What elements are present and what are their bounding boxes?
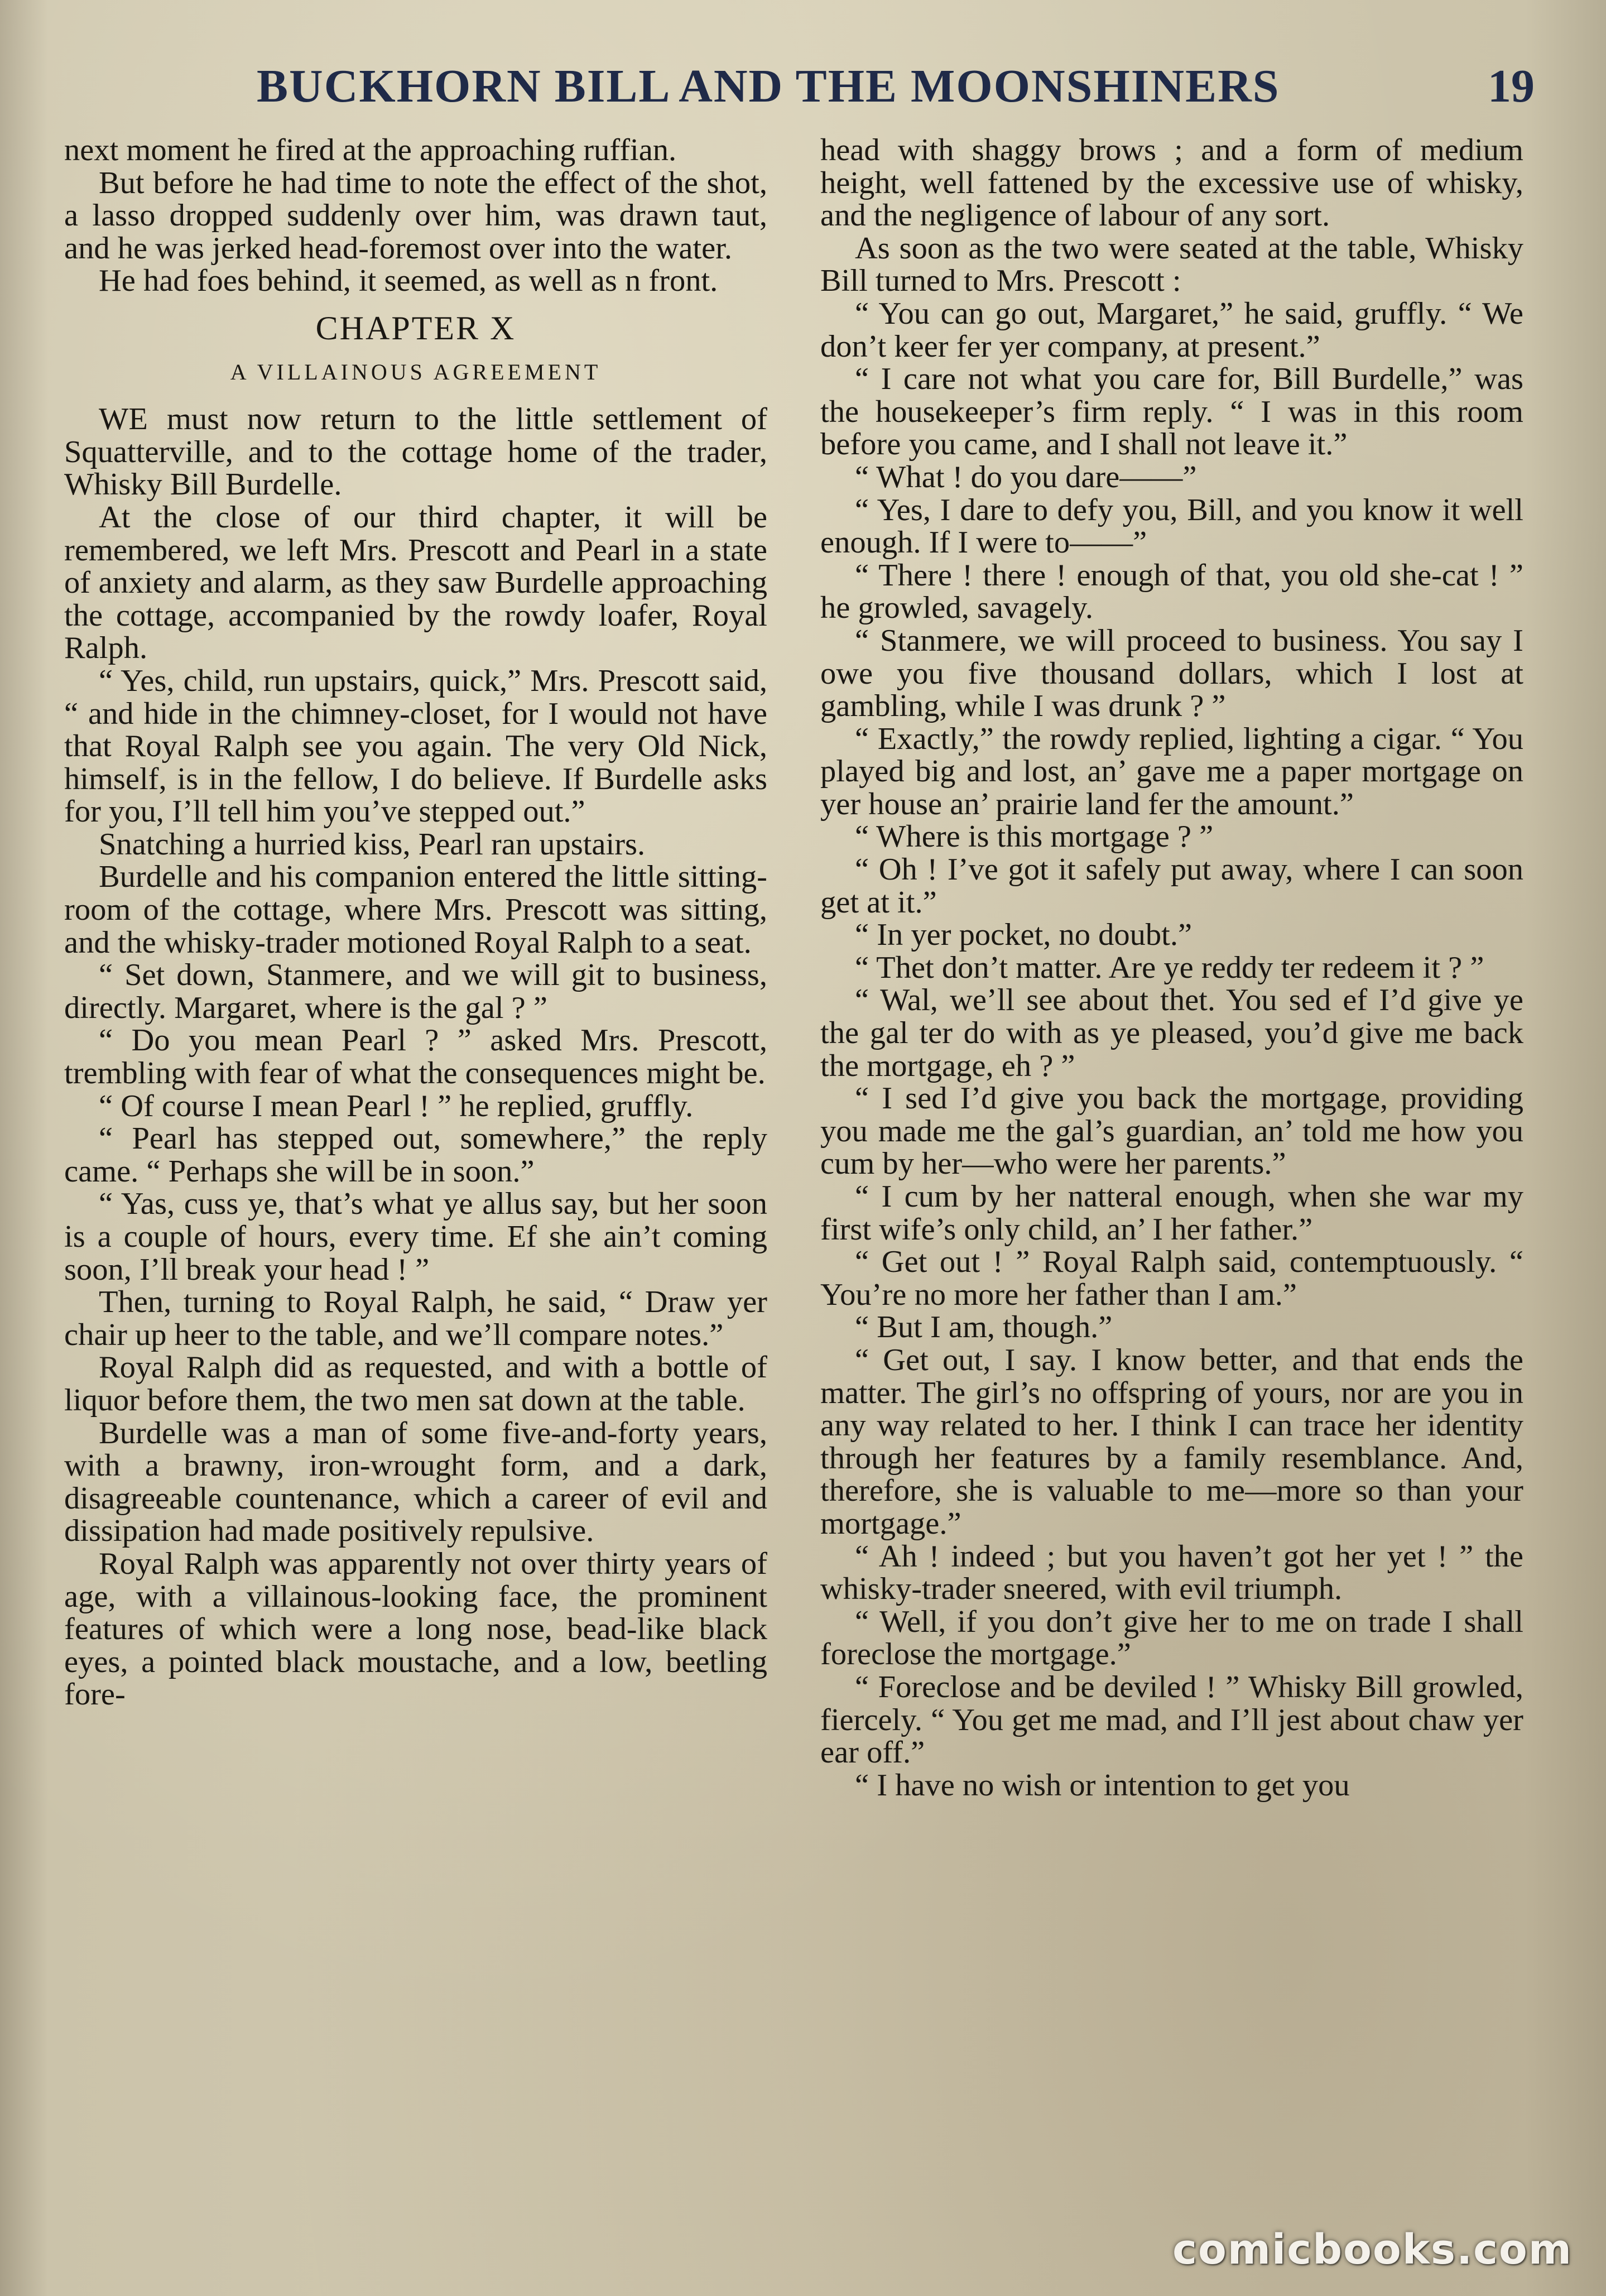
running-title: BUCKHORN BILL AND THE MOONSHINERS — [257, 60, 1280, 112]
paragraph: As soon as the two were seated at the table, Whisky Bill turned to Mrs. Prescott : — [820, 230, 1523, 299]
paragraph: “ Thet don’t matter. Are ye reddy ter redeem it ? ” — [855, 950, 1484, 985]
paragraph: “ Oh ! I’ve got it safely put away, where I can soon get at it.” — [820, 852, 1523, 920]
paragraph: head with shaggy brows ; and a form of medium height, well fattened by the excessive use of whisky, and the negligence of labour of any sort. — [820, 133, 1523, 233]
paragraph: next moment he fired at the approaching ruffian. — [64, 133, 677, 167]
page-header — [61, 53, 1535, 120]
left-column — [64, 134, 767, 1711]
page-number: 19 — [1488, 60, 1535, 112]
paragraph: “ What ! do you dare——” — [855, 459, 1197, 494]
paragraph: “ In yer pocket, no doubt.” — [855, 918, 1193, 953]
paragraph: “ Yes, I dare to defy you, Bill, and you know it well enough. If I were to——” — [820, 492, 1523, 560]
paragraph: “ Pearl has stepped out, somewhere,” the reply came. “ Perhaps she will be in soon.” — [64, 1121, 767, 1189]
paragraph: “ Of course I mean Pearl ! ” he replied, gruffly. — [99, 1088, 694, 1123]
paragraph: “ There ! there ! enough of that, you old she-cat ! ” he growled, savagely. — [820, 558, 1523, 626]
chapter-subtitle: A VILLAINOUS AGREEMENT — [230, 359, 602, 385]
paragraph: “ I have no wish or intention to get you — [855, 1767, 1350, 1803]
paragraph: “ Get out ! ” Royal Ralph said, contemptuously. “ You’re no more her father than I am.” — [820, 1245, 1523, 1312]
paragraph: “ Wal, we’ll see about thet. You sed ef I’d give ye the gal ter do with as ye pleased, you’d give me back the mortgage, eh ? ” — [820, 983, 1523, 1083]
paragraph: Burdelle and his companion entered the little sitting-room of the cottage, where Mrs. Prescott was sitting, and the whisky-trader motioned Royal Ralph to a seat. — [64, 859, 767, 960]
paragraph: “ I cum by her natteral enough, when she war my first wife’s only child, an’ I her father.” — [820, 1179, 1523, 1247]
paragraph: “ Well, if you don’t give her to me on trade I shall foreclose the mortgage.” — [820, 1604, 1523, 1672]
paragraph: At the close of our third chapter, it will be remembered, we left Mrs. Prescott and Pearl in a state of anxiety and alarm, as they saw Burdelle approaching the cottage, accompanied by the rowdy loafer, Royal Ralph. — [64, 499, 767, 666]
paragraph: “ But I am, though.” — [855, 1310, 1113, 1345]
paragraph: “ Yes, child, run upstairs, quick,” Mrs. Prescott said, “ and hide in the chimney-closet, for I would not have that Royal Ralph see you again. The very Old Nick, himself, is in the fellow, I do believe. If Burdelle asks for you, I’ll tell him you’ve stepped out.” — [64, 663, 767, 829]
paragraph: “ Stanmere, we will proceed to business. You say I owe you five thousand dollars, which I lost at gambling, while I was drunk ? ” — [820, 623, 1523, 724]
paragraph: Then, turning to Royal Ralph, he said, “ Draw yer chair up heer to the table, and we’ll compare notes.” — [64, 1285, 767, 1352]
paragraph: “ Exactly,” the rowdy replied, lighting a cigar. “ You played big and lost, an’ gave me a paper mortgage on yer house an’ prairie land fer the amount.” — [820, 721, 1523, 822]
paragraph: “ You can go out, Margaret,” he said, gruffly. “ We don’t keer fer yer company, at present.” — [820, 296, 1523, 364]
paragraph: “ I care not what you care for, Bill Burdelle,” was the housekeeper’s firm reply. “ I was in this room before you came, and I shall not leave it.” — [820, 362, 1523, 462]
watermark: comicbooks.com — [1172, 2226, 1573, 2274]
right-column — [820, 134, 1523, 1802]
paragraph: “ I sed I’d give you back the mortgage, providing you made me the gal’s guardian, an’ told me how you cum by her—who were her parents.” — [820, 1081, 1523, 1181]
paragraph: “ Do you mean Pearl ? ” asked Mrs. Prescott, trembling with fear of what the consequences might be. — [64, 1023, 767, 1091]
chapter-heading: CHAPTER X — [315, 309, 516, 347]
paragraph: Snatching a hurried kiss, Pearl ran upstairs. — [99, 827, 646, 862]
paragraph: “ Get out, I say. I know better, and that ends the matter. The girl’s no offspring of yours, nor are you in any way related to her. I think I can trace her identity through her features by a family resemblance. And, therefore, she is valuable to me—more so than your mortgage.” — [820, 1342, 1523, 1541]
paragraph: WE must now return to the little settlement of Squatterville, and to the cottage home of the trader, Whisky Bill Burdelle. — [64, 402, 767, 502]
paragraph: “ Ah ! indeed ; but you haven’t got her yet ! ” the whisky-trader sneered, with evil triumph. — [820, 1539, 1523, 1607]
paragraph: Royal Ralph did as requested, and with a bottle of liquor before them, the two men sat down at the table. — [64, 1350, 767, 1418]
paragraph: He had foes behind, it seemed, as well as n front. — [99, 263, 718, 299]
paragraph: “ Foreclose and be deviled ! ” Whisky Bill growled, fiercely. “ You get me mad, and I’ll jest about chaw yer ear off.” — [820, 1669, 1523, 1770]
paragraph: “ Yas, cuss ye, that’s what ye allus say, but her soon is a couple of hours, every time. Ef she ain’t coming soon, I’ll break your head ! ” — [64, 1187, 767, 1287]
paragraph: “ Where is this mortgage ? ” — [855, 819, 1214, 854]
paragraph: “ Set down, Stanmere, and we will git to business, directly. Margaret, where is the gal ? ” — [64, 958, 767, 1025]
paragraph: Burdelle was a man of some five-and-forty years, with a brawny, iron-wrought form, and a dark, disagreeable countenance, which a career of evil and dissipation had made positively repulsive. — [64, 1415, 767, 1549]
paragraph: But before he had time to note the effect of the shot, a lasso dropped suddenly over him, was drawn taut, and he was jerked head-foremost over into the water. — [64, 165, 767, 266]
paragraph: Royal Ralph was apparently not over thirty years of age, with a villainous-looking face, the prominent features of which were a long nose, bead-like black eyes, a pointed black moustache, and a low, beetling fore- — [64, 1546, 767, 1712]
